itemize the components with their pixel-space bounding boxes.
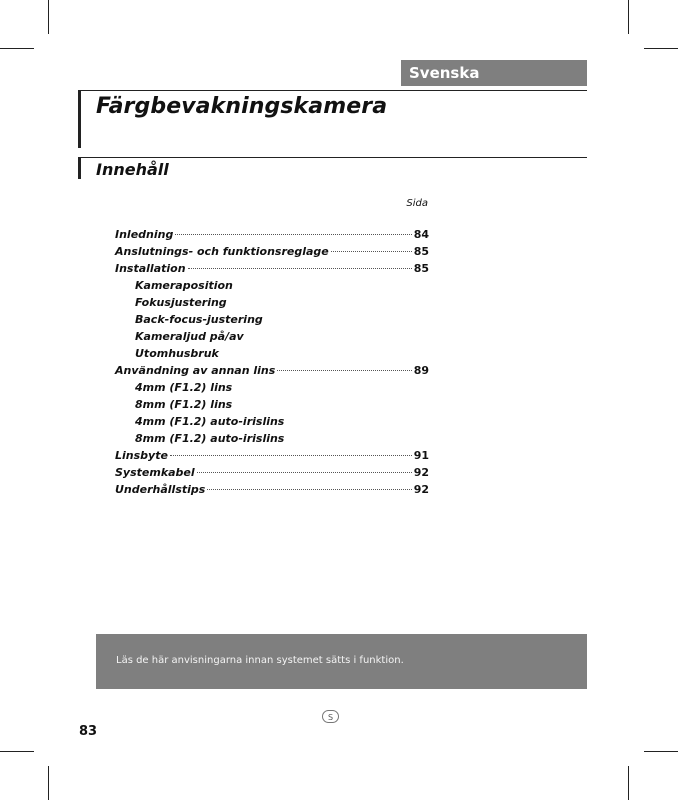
toc-entry-page: 84 xyxy=(413,228,429,241)
toc-leader-dots xyxy=(170,455,412,456)
toc-leader-dots xyxy=(188,268,412,269)
title-bar xyxy=(78,90,81,148)
table-of-contents xyxy=(115,226,429,498)
toc-entry-label: Inledning xyxy=(115,228,174,241)
toc-entry-label: Installation xyxy=(115,262,186,275)
toc-entry xyxy=(115,260,429,277)
toc-entry xyxy=(115,413,429,430)
toc-entry xyxy=(115,226,429,243)
toc-entry-label: 4mm (F1.2) lins xyxy=(135,381,233,394)
toc-entry-label: Fokusjustering xyxy=(135,296,227,309)
page-number: 83 xyxy=(79,724,98,739)
toc-entry-label: Linsbyte xyxy=(115,449,168,462)
crop-mark xyxy=(644,48,678,49)
toc-entry-page: 91 xyxy=(413,449,429,462)
crop-mark xyxy=(644,751,678,752)
toc-entry-label: Användning av annan lins xyxy=(115,364,276,377)
toc-leader-dots xyxy=(331,251,412,252)
crop-mark xyxy=(0,751,34,752)
toc-entry-label: Back-focus-justering xyxy=(135,313,263,326)
crop-mark xyxy=(628,766,629,800)
toc-entry-label: Anslutnings- och funktionsreglage xyxy=(115,245,329,258)
page-column-label: Sida xyxy=(406,198,428,209)
toc-entry-label: Underhållstips xyxy=(115,483,206,496)
language-badge: S xyxy=(322,710,339,723)
instruction-note-text: Läs de här anvisningarna innan systemet sätts i funktion. xyxy=(116,655,404,666)
crop-mark xyxy=(48,766,49,800)
toc-entry-label: 8mm (F1.2) lins xyxy=(135,398,233,411)
document-title: Färgbevakningskamera xyxy=(96,94,388,119)
toc-leader-dots xyxy=(197,472,412,473)
toc-entry xyxy=(115,464,429,481)
toc-entry-page: 89 xyxy=(413,364,429,377)
section-rule xyxy=(78,157,587,158)
toc-entry xyxy=(115,481,429,498)
crop-mark xyxy=(628,0,629,34)
toc-leader-dots xyxy=(175,234,411,235)
toc-entry-label: Kameraljud på/av xyxy=(135,330,244,343)
toc-entry xyxy=(115,430,429,447)
toc-entry xyxy=(115,447,429,464)
toc-entry-label: Systemkabel xyxy=(115,466,195,479)
section-bar xyxy=(78,157,81,179)
toc-entry-label: Utomhusbruk xyxy=(135,347,219,360)
toc-entry xyxy=(115,379,429,396)
toc-entry xyxy=(115,362,429,379)
title-rule xyxy=(78,90,587,91)
crop-mark xyxy=(48,0,49,34)
toc-entry xyxy=(115,345,429,362)
section-title: Innehåll xyxy=(96,160,169,179)
toc-entry-label: 4mm (F1.2) auto-irislins xyxy=(135,415,285,428)
toc-entry xyxy=(115,277,429,294)
toc-leader-dots xyxy=(207,489,411,490)
toc-entry xyxy=(115,243,429,260)
crop-mark xyxy=(0,48,34,49)
toc-entry-page: 92 xyxy=(413,483,429,496)
toc-entry xyxy=(115,311,429,328)
toc-entry xyxy=(115,396,429,413)
toc-entry-page: 85 xyxy=(413,245,429,258)
toc-entry-page: 85 xyxy=(413,262,429,275)
toc-entry-label: Kameraposition xyxy=(135,279,233,292)
language-tab: Svenska xyxy=(401,60,587,86)
toc-entry xyxy=(115,294,429,311)
instruction-note xyxy=(96,634,587,689)
toc-entry xyxy=(115,328,429,345)
toc-entry-label: 8mm (F1.2) auto-irislins xyxy=(135,432,285,445)
toc-leader-dots xyxy=(277,370,411,371)
toc-entry-page: 92 xyxy=(413,466,429,479)
